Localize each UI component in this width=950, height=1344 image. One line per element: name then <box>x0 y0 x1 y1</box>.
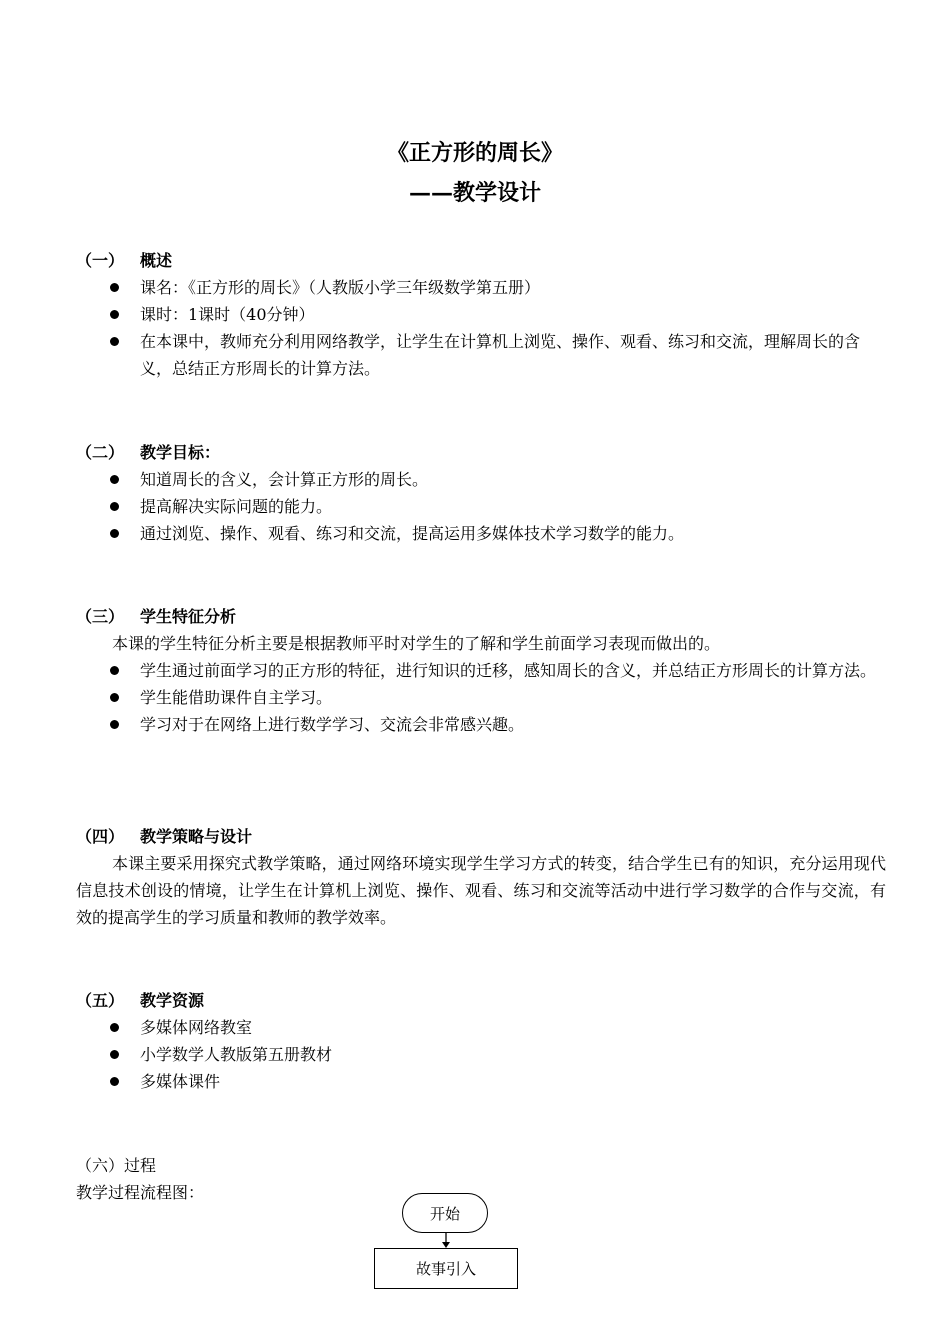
section-intro: 本课的学生特征分析主要是根据教师平时对学生的了解和学生前面学习表现而做出的。 <box>112 634 721 653</box>
list-item: 通过浏览、操作、观看、练习和交流，提高运用多媒体技术学习数学的能力。 <box>76 520 886 547</box>
bullet-icon <box>110 502 119 511</box>
section-student-analysis <box>76 603 886 738</box>
flowchart-start-node: 开始 <box>402 1193 488 1233</box>
bullet-icon <box>110 1023 119 1032</box>
list-item: 多媒体网络教室 <box>76 1014 886 1041</box>
bullet-icon <box>110 666 119 675</box>
flowchart-step-node: 故事引入 <box>374 1248 518 1289</box>
section-heading <box>76 987 886 1014</box>
bullet-icon <box>110 475 119 484</box>
section-number: （一） <box>76 251 125 270</box>
list-item: 课时：1课时（40分钟） <box>76 301 886 328</box>
section-number: （五） <box>76 991 125 1010</box>
bullet-icon <box>110 283 119 292</box>
document-subtitle: ——教学设计 <box>408 180 541 206</box>
bullet-list <box>76 274 886 382</box>
list-item: 在本课中，教师充分利用网络教学，让学生在计算机上浏览、操作、观看、练习和交流，理解周长的含义，总结正方形周长的计算方法。 <box>76 328 886 382</box>
section-overview <box>76 247 886 382</box>
section-strategy <box>76 823 886 931</box>
bullet-icon <box>110 310 119 319</box>
list-item: 提高解决实际问题的能力。 <box>76 493 886 520</box>
section-number: （三） <box>76 607 125 626</box>
bullet-list <box>76 466 886 547</box>
section-heading <box>76 247 886 274</box>
list-item: 学习对于在网络上进行数学学习、交流会非常感兴趣。 <box>76 711 886 738</box>
bullet-icon <box>110 1050 119 1059</box>
section-objectives <box>76 439 886 547</box>
section-title: 概述 <box>140 251 173 270</box>
bullet-icon <box>110 1077 119 1086</box>
list-item: 学生能借助课件自主学习。 <box>76 684 886 711</box>
list-item: 课名：《正方形的周长》（人教版小学三年级数学第五册） <box>76 274 886 301</box>
bullet-icon <box>110 529 119 538</box>
section-resources <box>76 987 886 1095</box>
list-item: 小学数学人教版第五册教材 <box>76 1041 886 1068</box>
section-title: 学生特征分析 <box>140 607 237 626</box>
flowchart-arrow <box>440 1233 452 1249</box>
flowchart-label: 教学过程流程图： <box>76 1183 205 1202</box>
section-number: （二） <box>76 443 125 462</box>
bullet-icon <box>110 693 119 702</box>
section-title: 教学策略与设计 <box>140 827 253 846</box>
bullet-icon <box>110 720 119 729</box>
section-heading <box>76 603 886 630</box>
list-item: 知道周长的含义，会计算正方形的周长。 <box>76 466 886 493</box>
bullet-list <box>76 657 886 738</box>
section-number: （四） <box>76 827 125 846</box>
list-item: 学生通过前面学习的正方形的特征，进行知识的迁移，感知周长的含义，并总结正方形周长的计算方法。 <box>76 657 886 684</box>
document-title: 《正方形的周长》 <box>386 140 563 166</box>
section-paragraph: 本课主要采用探究式教学策略，通过网络环境实现学生学习方式的转变，结合学生已有的知识，充分运用现代信息技术创设的情境，让学生在计算机上浏览、操作、观看、练习和交流等活动中进行学习数学的合作与交流，有效的提高学生的学习质量和教师的教学效率。 <box>76 854 886 927</box>
section-heading: （六）过程 <box>76 1156 157 1175</box>
bullet-icon <box>110 337 119 346</box>
section-title: 教学资源 <box>140 991 205 1010</box>
bullet-list <box>76 1014 886 1095</box>
section-heading <box>76 439 886 466</box>
list-item: 多媒体课件 <box>76 1068 886 1095</box>
section-title: 教学目标： <box>140 443 221 462</box>
section-heading <box>76 823 886 850</box>
